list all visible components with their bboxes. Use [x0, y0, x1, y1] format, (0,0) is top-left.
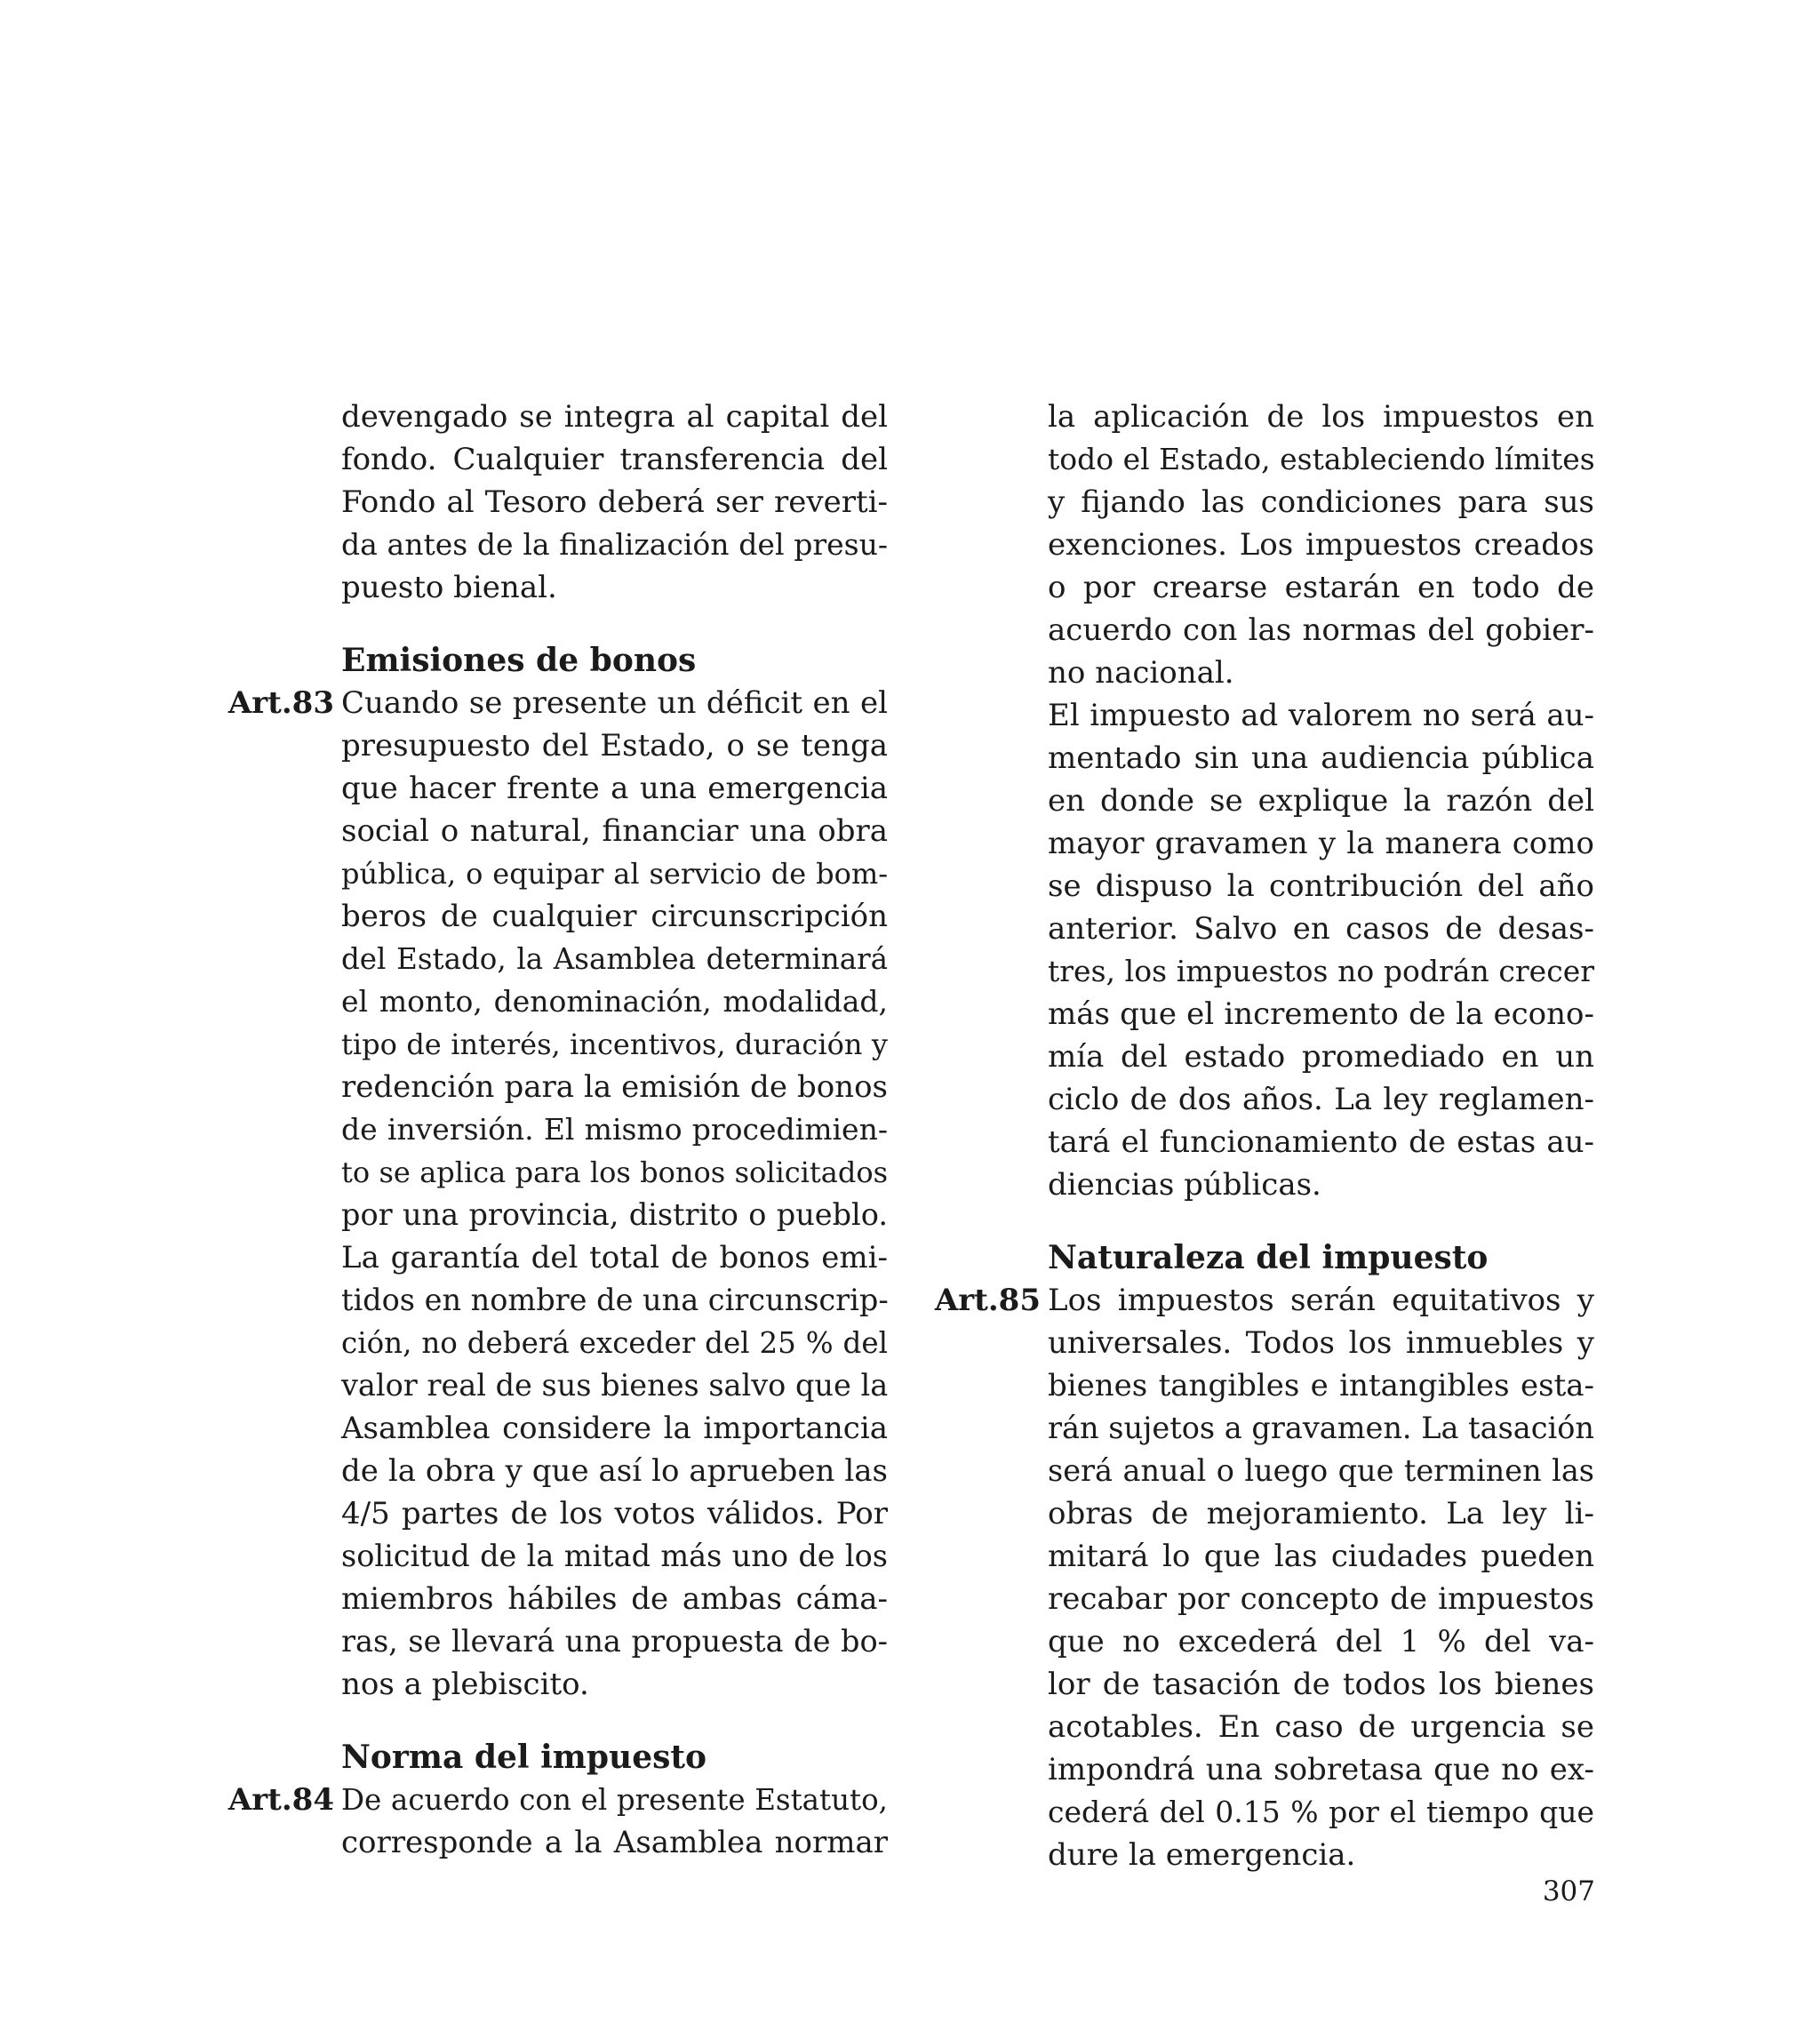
text-line: Cuando se presente un déficit en el	[341, 685, 888, 721]
text-line: el monto, denominación, modalidad,	[341, 984, 888, 1019]
text-line: universales. Todos los inmuebles y	[1048, 1325, 1594, 1361]
text-line: redención para la emisión de bonos	[341, 1069, 888, 1105]
text-line: recabar por concepto de impuestos	[1048, 1581, 1594, 1617]
text-line: Los impuestos serán equitativos y	[1048, 1283, 1594, 1318]
article-number: Art.84	[228, 1782, 334, 1818]
intro-paragraph	[341, 396, 888, 609]
text-line: dure la emergencia.	[1048, 1837, 1356, 1873]
text-line: La garantía del total de bonos emi-	[341, 1240, 888, 1275]
text-line: ras, se llevará una propuesta de bo-	[341, 1624, 888, 1659]
text-line: valor real de sus bienes salvo que la	[341, 1368, 889, 1403]
text-line: presupuesto del Estado, o se tenga	[341, 728, 888, 764]
text-line: puesto bienal.	[341, 570, 557, 605]
text-line: más que el incremento de la econo-	[1048, 996, 1594, 1032]
text-line: El impuesto ad valorem no será au-	[1048, 698, 1594, 733]
text-line: diencias públicas.	[1048, 1167, 1321, 1203]
text-line: nos a plebiscito.	[341, 1667, 589, 1702]
text-line: acotables. En caso de urgencia se	[1048, 1709, 1594, 1745]
text-line: devengado se integra al capital del	[341, 399, 888, 435]
text-line: da antes de la finalización del presu-	[341, 527, 888, 562]
section-emisiones-de-bonos	[228, 639, 889, 1706]
text-line: cederá del 0.15 % por el tiempo que	[1048, 1795, 1594, 1829]
text-line: mayor gravamen y la manera como	[1048, 826, 1594, 861]
text-line: ciclo de dos años. La ley reglamen-	[1048, 1082, 1594, 1117]
text-line: mía del estado promediado en un	[1048, 1039, 1594, 1075]
text-line: del Estado, la Asamblea determinará	[341, 942, 888, 976]
text-line: exenciones. Los impuestos creados	[1048, 527, 1594, 563]
text-line: de inversión. El mismo procedimien-	[341, 1112, 888, 1147]
text-line: que hacer frente a una emergencia	[341, 771, 888, 806]
text-line: tará el funcionamiento de estas au-	[1048, 1124, 1594, 1160]
text-line: De acuerdo con el presente Estatuto,	[341, 1783, 888, 1817]
text-line: pública, o equipar al servicio de bom-	[341, 857, 888, 891]
text-line: rán sujetos a gravamen. La tasación	[1048, 1411, 1594, 1445]
text-line: Fondo al Tesoro deberá ser reverti-	[341, 484, 888, 520]
text-line: impondrá una sobretasa que no ex-	[1048, 1752, 1594, 1787]
text-line: anterior. Salvo en casos de desas-	[1048, 911, 1594, 947]
text-line: por una provincia, distrito o pueblo.	[341, 1197, 888, 1232]
text-line: ción, no deberá exceder del 25 % del	[341, 1326, 888, 1360]
text-line: lor de tasación de todos los bienes	[1048, 1667, 1594, 1702]
text-line: to se aplica para los bonos solicitados	[341, 1155, 888, 1189]
text-line: en donde se explique la razón del	[1048, 783, 1594, 819]
text-line: que no excederá del 1 % del va-	[1048, 1624, 1594, 1659]
text-line: Asamblea considere la importancia	[341, 1411, 888, 1446]
text-line: y fijando las condiciones para sus	[1048, 484, 1594, 520]
text-line: tidos en nombre de una circunscrip-	[341, 1283, 889, 1317]
text-line: corresponde a la Asamblea normar	[341, 1825, 888, 1860]
text-line: beros de cualquier circunscripción	[341, 899, 888, 934]
section-heading: Norma del impuesto	[341, 1739, 707, 1776]
section-naturaleza-del-impuesto	[934, 1236, 1594, 1876]
text-line: tres, los impuestos no podrán crecer	[1048, 954, 1594, 988]
section-norma-del-impuesto	[228, 1736, 888, 1864]
article-number: Art.83	[228, 685, 334, 721]
text-line: tipo de interés, incentivos, duración y	[341, 1027, 888, 1061]
page-number: 307	[1542, 1875, 1595, 1907]
text-line: acuerdo con las normas del gobier-	[1048, 612, 1594, 648]
right-column	[934, 396, 1595, 1876]
left-column	[228, 396, 889, 1864]
text-line: mentado sin una audiencia pública	[1048, 740, 1594, 776]
text-line: bienes tangibles e intangibles esta-	[1048, 1368, 1594, 1403]
text-line: 4/5 partes de los votos válidos. Por	[341, 1496, 888, 1531]
text-line: se dispuso la contribución del año	[1048, 868, 1594, 904]
section-heading: Emisiones de bonos	[341, 642, 697, 679]
text-line: solicitud de la mitad más uno de los	[341, 1539, 888, 1573]
text-line: todo el Estado, estableciendo límites	[1048, 442, 1595, 476]
text-line: será anual o luego que terminen las	[1048, 1453, 1594, 1488]
text-line: o por crearse estarán en todo de	[1048, 570, 1594, 605]
text-line: fondo. Cualquier transferencia del	[341, 442, 888, 477]
section-heading: Naturaleza del impuesto	[1048, 1239, 1489, 1276]
text-line: social o natural, financiar una obra	[341, 813, 888, 849]
text-line: miembros hábiles de ambas cáma-	[341, 1581, 888, 1617]
article-number: Art.85	[934, 1283, 1041, 1318]
text-line: obras de mejoramiento. La ley li-	[1048, 1496, 1594, 1531]
text-line: no nacional.	[1048, 655, 1234, 691]
text-line: la aplicación de los impuestos en	[1048, 399, 1594, 435]
continuation-paragraph	[1048, 396, 1594, 1206]
text-line: de la obra y que así lo aprueben las	[341, 1453, 888, 1489]
text-line: mitará lo que las ciudades pueden	[1048, 1539, 1594, 1574]
